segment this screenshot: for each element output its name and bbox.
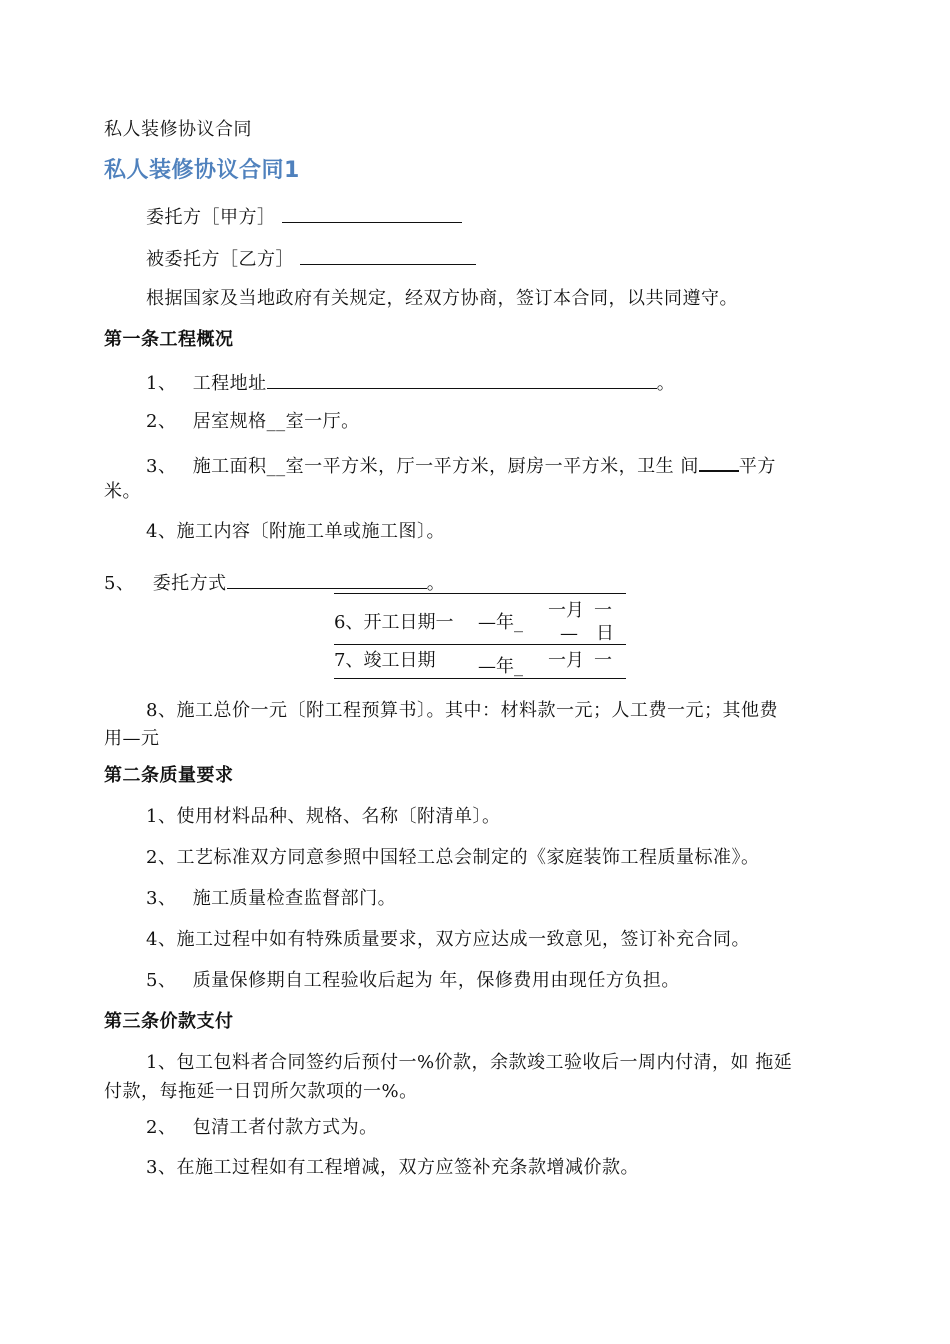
party-a-blank <box>282 204 462 223</box>
art1-item5 <box>104 570 445 595</box>
start-date-label: 6、开工日期一 <box>334 612 454 633</box>
start-date-dash-2: — <box>560 623 578 644</box>
end-date-month: 一月 <box>548 650 584 671</box>
article-3-title: 第三条价款支付 <box>104 1011 234 1032</box>
art3-item3: 3、在施工过程如有工程增减，双方应签补充条款增减价款。 <box>146 1157 639 1178</box>
art1-item3 <box>146 452 858 478</box>
art3-item1-line1: 1、包工包料者合同签约后预付一%价款，余款竣工验收后一周内付清，如 拖延 <box>146 1052 793 1073</box>
art1-item3-unit: 平方 <box>738 456 776 477</box>
art2-item5-text: 质量保修期自工程验收后起为 年，保修费用由现任方负担。 <box>192 970 680 991</box>
art1-item5-number: 5、 <box>104 573 135 594</box>
date-table-top-rule <box>334 593 626 594</box>
art1-item1-number: 1、 <box>146 373 177 394</box>
start-date-year: —年_ <box>478 612 523 633</box>
contract-heading: 私人装修协议合同1 <box>104 158 300 183</box>
party-a-label: 委托方［甲方］ <box>146 207 276 228</box>
art3-item2 <box>146 1117 378 1139</box>
document-title: 私人装修协议合同 <box>104 119 252 140</box>
start-date-month: 一月 <box>548 600 584 621</box>
art2-item3-number: 3、 <box>146 888 177 909</box>
party-b-label: 被委托方［乙方］ <box>146 249 294 270</box>
intro-text: 根据国家及当地政府有关规定，经双方协商，签订本合同，以共同遵守。 <box>146 288 738 309</box>
art1-item2-number: 2、 <box>146 411 177 432</box>
art2-item2: 2、工艺标准双方同意参照中国轻工总会制定的《家庭装饰工程质量标准》。 <box>146 847 760 868</box>
art1-item1 <box>146 370 675 395</box>
art1-item3-number: 3、 <box>146 456 177 477</box>
art1-item2 <box>146 411 360 433</box>
date-table-mid-rule <box>334 644 626 645</box>
art1-item3-text: 施工面积__室一平方米，厅一平方米，厨房一平方米，卫生 间 <box>192 456 699 477</box>
art1-item5-text: 委托方式 <box>152 573 227 594</box>
party-a-line <box>146 204 462 229</box>
party-b-blank <box>300 246 476 265</box>
art1-item1-text: 工程地址 <box>192 373 267 394</box>
art1-item8-line2: 用—元 <box>104 728 160 749</box>
end-date-dash: 一 <box>594 650 612 671</box>
art2-item4: 4、施工过程中如有特殊质量要求，双方应达成一致意见，签订补充合同。 <box>146 929 750 950</box>
art2-item1: 1、使用材料品种、规格、名称〔附清单〕。 <box>146 806 501 827</box>
art1-item1-end: 。 <box>656 373 676 394</box>
art1-item2-text: 居室规格__室一厅。 <box>192 411 360 432</box>
art2-item5-number: 5、 <box>146 970 177 991</box>
art3-item2-text: 包清工者付款方式为。 <box>192 1117 378 1138</box>
art2-item3-text: 施工质量检查监督部门。 <box>192 888 397 909</box>
end-date-label: 7、竣工日期 <box>334 650 436 671</box>
end-date-year: —年_ <box>478 656 523 677</box>
bathroom-area-blank <box>699 452 739 472</box>
art1-item8-line1: 8、施工总价一元〔附工程预算书〕。其中：材料款一元；人工费一元；其他费 <box>146 700 778 721</box>
art3-item2-number: 2、 <box>146 1117 177 1138</box>
art2-item5 <box>146 970 680 992</box>
entrust-method-blank <box>227 570 427 589</box>
art1-item4: 4、施工内容〔附施工单或施工图〕。 <box>146 521 445 542</box>
art2-item3 <box>146 888 396 910</box>
art1-item8 <box>104 697 858 753</box>
article-2-title: 第二条质量要求 <box>104 765 234 786</box>
address-blank <box>267 370 657 389</box>
art1-item5-end: 。 <box>426 573 446 594</box>
article-1-title: 第一条工程概况 <box>104 329 234 350</box>
art3-item1-line2: 付款，每拖延一日罚所欠款项的一%。 <box>104 1081 418 1102</box>
start-date-day: 日 <box>596 623 614 644</box>
art1-item3-wrap: 米。 <box>104 481 141 502</box>
date-table-bottom-rule <box>334 678 626 679</box>
art3-item1 <box>104 1048 858 1106</box>
party-b-line <box>146 246 476 271</box>
start-date-dash: 一 <box>594 600 612 621</box>
